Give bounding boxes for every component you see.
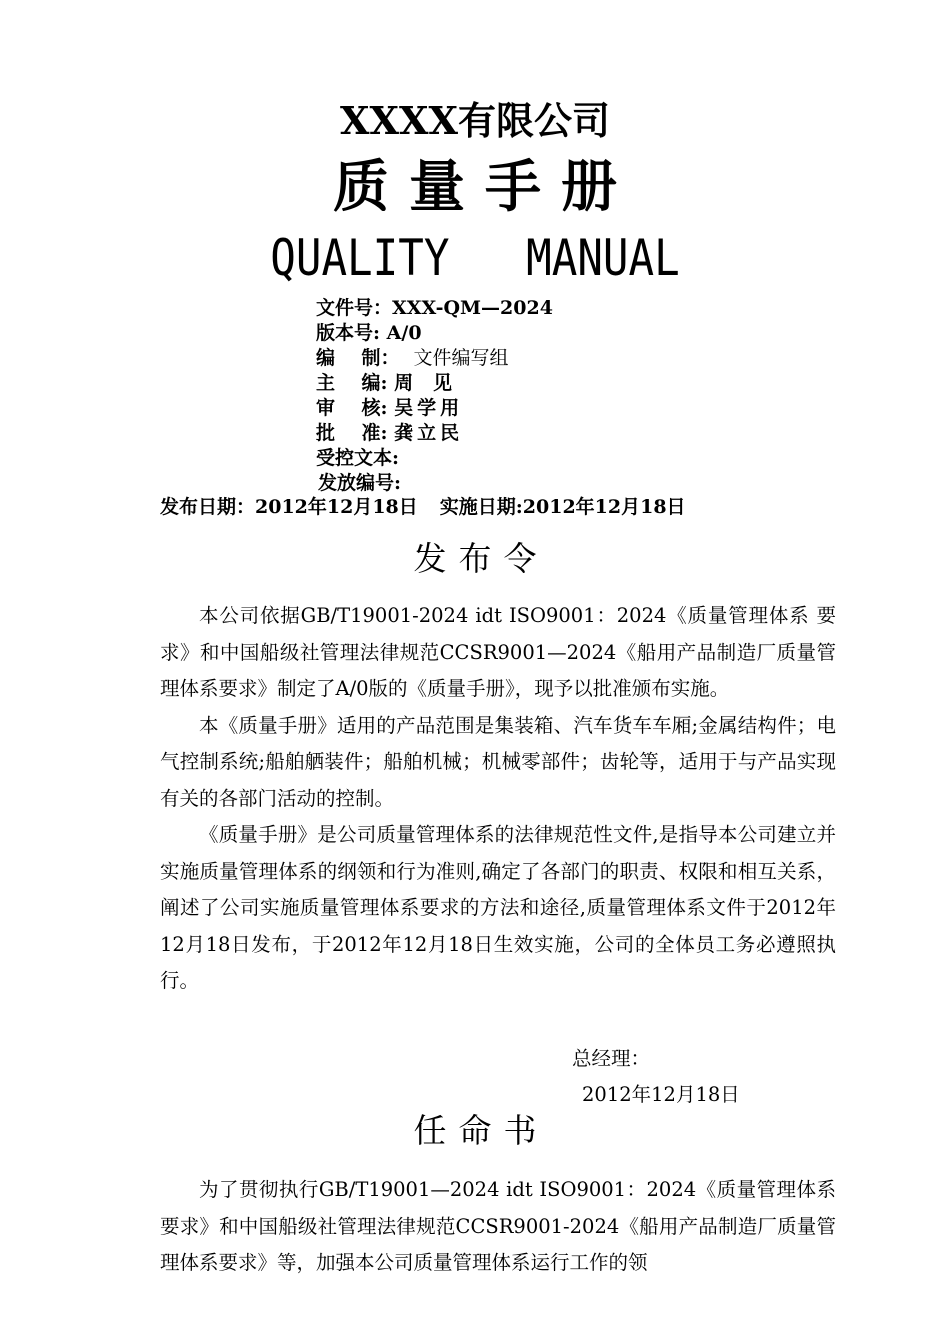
sign-date: 2012年12月18日 (582, 1083, 740, 1106)
meta-doc-no-value: XXX-QM—2024 (392, 297, 553, 319)
meta-compiler-label: 编 制： (316, 347, 400, 369)
meta-compiler (316, 346, 836, 371)
meta-issue-no (316, 471, 836, 496)
company-name: XXXX有限公司 (340, 98, 610, 143)
meta-controlled-copy (316, 446, 836, 471)
meta-editor-value: 周 见 (394, 372, 452, 394)
release-dates (160, 494, 860, 520)
document-meta (316, 296, 836, 496)
release-order-body (160, 598, 836, 1000)
meta-editor-label: 主 编: (316, 372, 395, 394)
section-title-appointment: 任命书 (413, 1111, 549, 1150)
manual-title-cn: 质量手册 (333, 154, 637, 220)
appointment-body (160, 1172, 836, 1282)
meta-approver-label: 批 准: (316, 422, 395, 444)
meta-reviewer (316, 396, 836, 421)
meta-approver (316, 421, 836, 446)
release-date: 发布日期：2012年12月18日 (160, 496, 418, 518)
meta-reviewer-value: 吴学用 (394, 397, 464, 419)
paragraph: 为了贯彻执行GB/T19001—2024 idt ISO9001：2024《质量管理体系 要求》和中国船级社管理法律规范CCSR9001-2024《船用产品制造厂质量管理体系要求》等，加强本公司质量管理体系运行工作的领 (160, 1178, 836, 1274)
effective-date: 实施日期:2012年12月18日 (439, 496, 686, 518)
meta-compiler-value: 文件编写组 (413, 347, 509, 369)
meta-reviewer-label: 审 核: (316, 397, 395, 419)
meta-doc-no-label: 文件号： (316, 297, 393, 319)
paragraph: 本《质量手册》适用的产品范围是集装箱、汽车货车车厢;金属结构件；电气控制系统;船舶舾装件；船舶机械；机械零部件；齿轮等，适用于与产品实现有关的各部门活动的控制。 (160, 713, 836, 810)
signer-title: 总经理： (572, 1047, 651, 1070)
meta-editor (316, 371, 836, 396)
meta-version-value: A/0 (386, 322, 422, 344)
section-title-release-order: 发布令 (413, 539, 549, 578)
meta-controlled-label: 受控文本: (316, 447, 400, 469)
meta-doc-no (316, 296, 836, 321)
paragraph: 本公司依据GB/T19001-2024 idt ISO9001：2024《质量管理体系 要求》和中国船级社管理法律规范CCSR9001—2024《船用产品制造厂质量管理体系要求》制定了A/0版的《质量手册》，现予以批准颁布实施。 (160, 604, 836, 700)
paragraph: 《质量手册》是公司质量管理体系的法律规范性文件,是指导本公司建立并实施质量管理体系的纲领和行为准则,确定了各部门的职责、权限和相互关系，阐述了公司实施质量管理体系要求的方法和途径,质量管理体系文件于2012年12月18日发布，于2012年12月18日生效实施，公司的全体员工务必遵照执行。 (160, 823, 836, 992)
manual-title-en: QUALITY MANUAL (270, 229, 680, 287)
meta-issue-no-label: 发放编号: (318, 472, 402, 494)
meta-approver-value: 龚立民 (394, 422, 464, 444)
meta-version-label: 版本号: (316, 322, 387, 344)
meta-version (316, 321, 836, 346)
